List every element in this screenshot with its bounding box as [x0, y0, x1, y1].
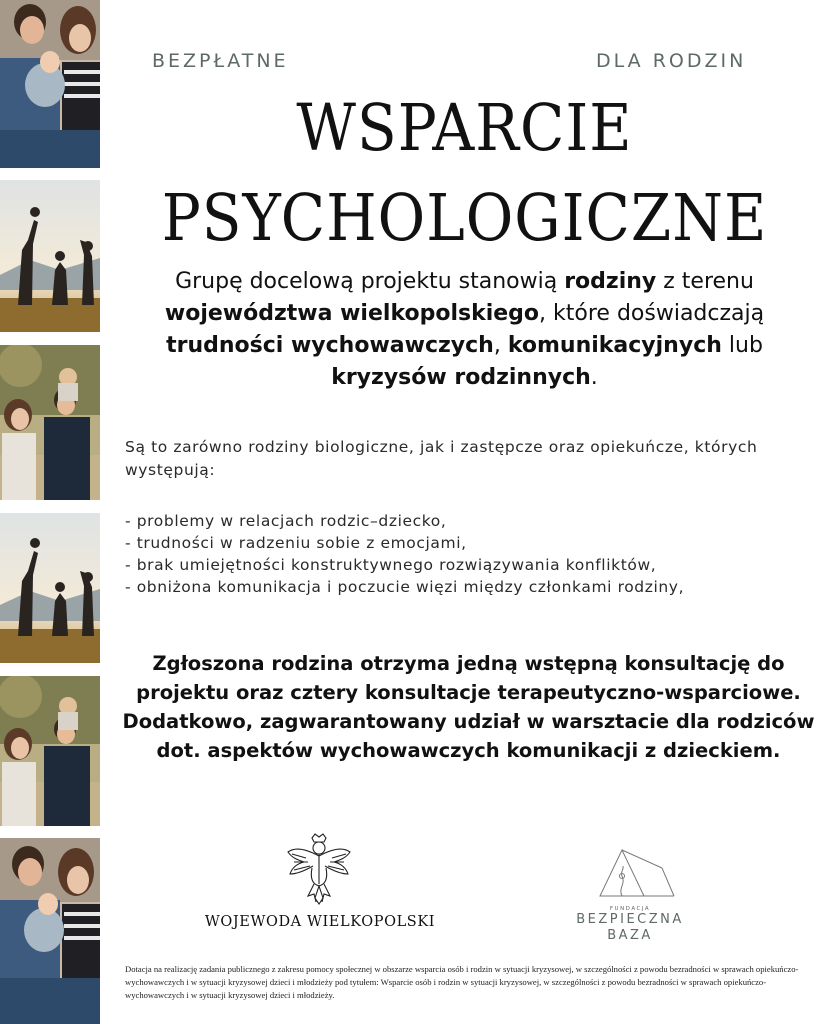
intro-bold: komunikacyjnych	[507, 333, 722, 358]
offer-callout: Zgłoszona rodzina otrzyma jedną wstępną konsultację do projektu oraz cztery konsultacje terapeutyczno-wsparciowe. Dodatkowo, zagwarantowany udział w warsztacie dla rodziców dot. aspektów wychowawczych komunikacji z dzieckiem.	[122, 652, 815, 762]
photo-strip	[0, 0, 100, 1024]
list-item: - brak umiejętności konstruktywnego rozwiązywania konfliktów,	[125, 556, 657, 574]
family-photo	[0, 0, 100, 168]
problem-list	[125, 510, 815, 598]
intro-text: ,	[493, 333, 508, 358]
family-field-photo	[0, 345, 100, 500]
intro-text: z terenu	[656, 269, 754, 294]
intro-text: .	[590, 365, 598, 390]
foundation-name	[540, 912, 720, 944]
silhouette-photo	[0, 180, 100, 332]
intro-paragraph	[110, 266, 819, 394]
page-title-line2: PSYCHOLOGICZNE	[161, 179, 768, 256]
intro-bold: kryzysów rodzinnych	[331, 365, 591, 390]
list-item: - obniżona komunikacja i poczucie więzi między członkami rodziny,	[125, 578, 685, 596]
intro-text: lub	[721, 333, 763, 358]
description-text: Są to zarówno rodziny biologiczne, jak i zastępcze oraz opiekuńcze, których występują:	[125, 438, 758, 479]
eagle-emblem-icon	[284, 832, 354, 911]
intro-bold: rodziny	[564, 269, 657, 294]
house-logo-icon	[592, 848, 676, 909]
intro-text: Grupę docelową projektu stanowią	[175, 269, 565, 294]
list-item: - problemy w relacjach rodzic–dziecko,	[125, 512, 447, 530]
intro-text: , które doświadczają	[539, 301, 765, 326]
page-title-line1: WSPARCIE	[296, 89, 633, 166]
free-tag: BEZPŁATNE	[152, 50, 289, 72]
intro-bold: województwa wielkopolskiego	[164, 301, 540, 326]
for-families-tag: DLA RODZIN	[596, 50, 747, 72]
foundation-name-line2: BAZA	[607, 928, 653, 943]
family-field-photo	[0, 676, 100, 826]
list-item: - trudności w radzeniu sobie z emocjami,	[125, 534, 467, 552]
foundation-small-label: FUNDACJA	[609, 906, 651, 912]
wojewoda-label: WOJEWODA WIELKOPOLSKI	[204, 914, 436, 930]
foundation-name-line1: BEZPIECZNA	[576, 912, 684, 927]
family-photo	[0, 838, 100, 1024]
intro-bold: trudności wychowawczych	[166, 333, 494, 358]
funding-footnote: Dotacja na realizację zadania publicznego z zakresu pomocy społecznej w obszarze wsparcia osób i rodzin w sytuacji kryzysowej, w szczególności z powodu bezradności w sprawach opiekuńczo-wychowawczych i w sytuacji kryzysowej dzieci i młodzieży pod tytułem: Wsparcie osób i rodzin w sytuacji kryzysowej, w szczególności z powodu bezradności w sprawach opiekuńczo-wychowawczych i w sytuacji kryzysowej dzieci i młodzieży.	[125, 964, 799, 1000]
silhouette-photo	[0, 513, 100, 663]
